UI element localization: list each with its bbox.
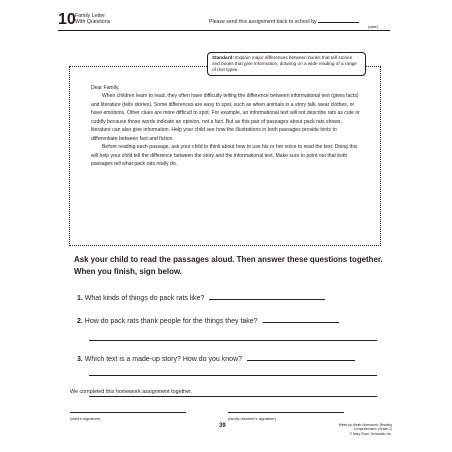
letter-paragraph-1: When children learn to read, they often have difficulty telling the difference between informational text (gives facts) and literature (tells stories). Some differences are easy to spot, such as when animals in a story talk, wear clothes, or have emotions. Other clues are more difficult to spot. For example, an informational text will not describe rats as cute or cuddly because those words indicate an opinion, not a fact. But as this pair of passages about pack rats shows, literature can also give information. Help your child see how the illustrations in both passages provide hints to differentiate between fact and fiction.: [91, 93, 360, 142]
credit-line-1: Week-by-Week Homework: Reading Comprehension (Grade 1): [338, 423, 392, 432]
page-number: 39: [219, 423, 226, 429]
date-label: (date): [368, 25, 378, 29]
question-1: [77, 292, 325, 302]
question-3-answer-line[interactable]: [247, 353, 355, 361]
question-2-text: How do pack rats thank people for the things they take?: [84, 318, 258, 325]
question-3: [77, 353, 355, 363]
question-2-answer-line-2[interactable]: [89, 340, 377, 341]
question-2: [77, 315, 339, 325]
family-signature-label: (family member's signature): [228, 416, 276, 421]
send-back-text: Please send this assignment back to school by: [209, 19, 317, 25]
header-title-line-1: Family Letter: [75, 13, 105, 19]
question-3-text: Which text is a made-up story? How do you know?: [84, 356, 242, 363]
header-title-line-2: With Questions: [75, 19, 111, 26]
lesson-number: 10: [58, 11, 76, 28]
send-back-instruction: [209, 17, 359, 25]
date-fill-line[interactable]: [318, 17, 359, 23]
question-2-answer-line[interactable]: [263, 315, 339, 323]
header-title: [75, 13, 110, 26]
instructions-heading: Ask your child to read the passages aloud. Then answer these questions together. When you finish, sign below.: [74, 255, 383, 276]
family-letter: [91, 84, 361, 169]
standard-box: [207, 52, 366, 76]
question-2-number: 2.: [77, 318, 83, 325]
completed-statement: We completed this homework assignment together.: [70, 389, 193, 395]
family-signature-line[interactable]: [228, 412, 344, 413]
standard-text: Explain major differences between books that tell stories and books that give information, drawing on a wide reading of a range of text types.: [212, 55, 357, 72]
letter-greeting: Dear Family,: [91, 85, 120, 91]
question-3-answer-line-3[interactable]: [89, 396, 377, 397]
standard-label: Standard:: [212, 55, 234, 60]
question-1-number: 1.: [77, 295, 83, 302]
question-3-answer-line-2[interactable]: [89, 375, 377, 376]
question-1-answer-line[interactable]: [209, 292, 325, 300]
letter-paragraph-2: Before reading each passage, ask your child to think about how to use his or her voice to read the text. Doing this will help your child tell the difference between the story and the informational text. Make sure to point out that both passages tell what pack rats really do.: [91, 144, 358, 168]
child-signature-label: (child's signature): [70, 416, 101, 421]
credit-line-2: © Mary Rose, Scholastic Inc.: [349, 431, 392, 436]
question-3-number: 3.: [77, 356, 83, 363]
child-signature-line[interactable]: [70, 412, 186, 413]
header-rule: [58, 30, 390, 31]
credit-line: [330, 423, 392, 436]
question-1-text: What kinds of things do pack rats like?: [84, 295, 205, 302]
